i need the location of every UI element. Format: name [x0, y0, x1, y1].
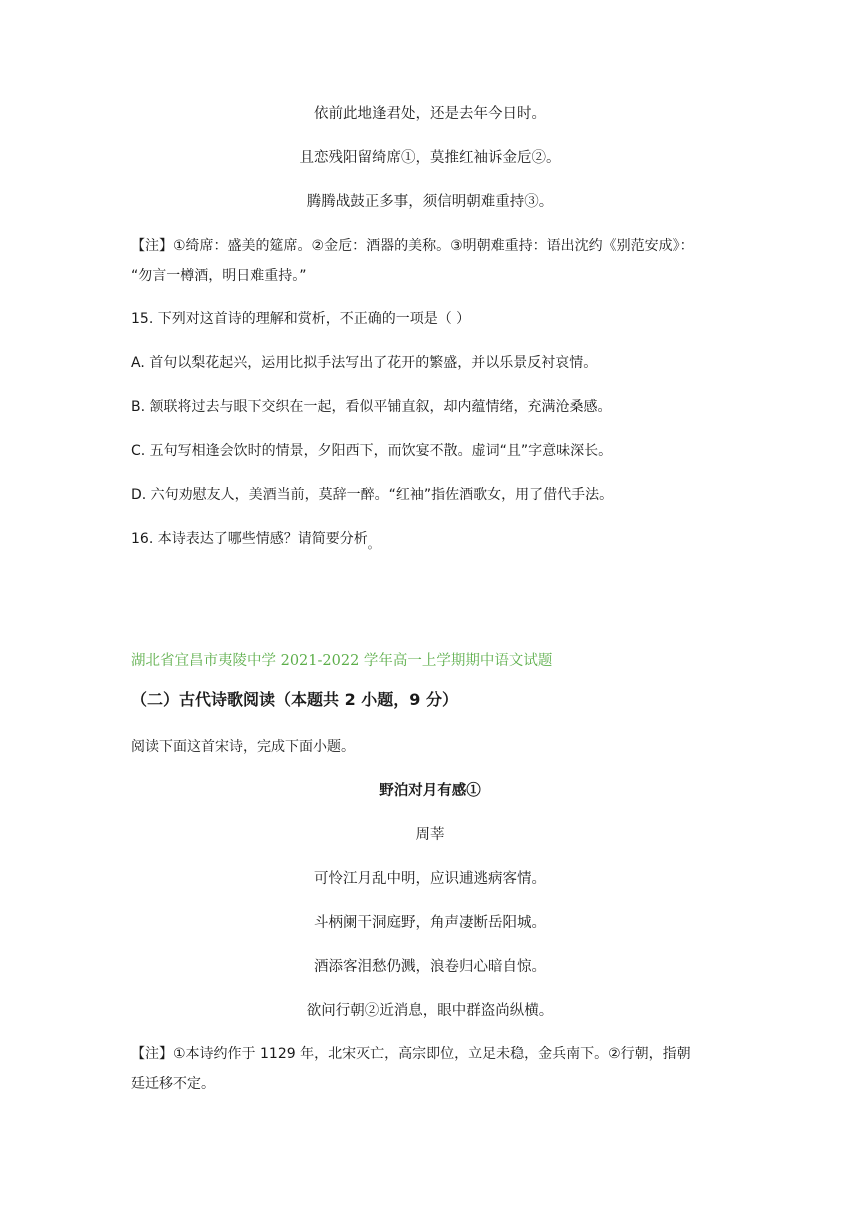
poem2-line-2: 斗柄阑干洞庭野，角声凄断岳阳城。 [314, 915, 546, 931]
poem2-title: 野泊对月有感① [379, 782, 481, 799]
question-16-stem [131, 529, 380, 549]
instruction-text: 阅读下面这首宋诗，完成下面小题。 [131, 739, 355, 755]
poem1-note-line-1: 【注】①绮席：盛美的筵席。②金卮：酒器的美称。③明朝难重持：语出沈约《别范安成》： [131, 238, 694, 254]
question-15-option-a: A. 首句以梨花起兴，运用比拟手法写出了花开的繁盛，并以乐景反衬哀情。 [131, 355, 598, 371]
question-16-trailing-mark: 。 [367, 537, 380, 551]
poem2-line-4: 欲问行朝②近消息，眼中群盗尚纵横。 [306, 1003, 554, 1019]
source-link[interactable]: 湖北省宜昌市夷陵中学 2021-2022 学年高一上学期期中语文试题 [131, 653, 553, 669]
question-15-stem: 15. 下列对这首诗的理解和赏析，不正确的一项是（ ） [131, 311, 471, 327]
poem2-note-line-2: 廷迁移不定。 [131, 1076, 215, 1092]
question-16-text: 16. 本诗表达了哪些情感？请简要分析 [131, 531, 368, 547]
poem1-line-3: 腾腾战鼓正多事，须信明朝难重持③。 [306, 194, 554, 210]
poem1-line-2: 且恋残阳留绮席①，莫推红袖诉金卮②。 [299, 150, 561, 166]
poem1-line-1: 依前此地逢君处，还是去年今日时。 [314, 106, 546, 122]
question-15-option-d: D. 六句劝慰友人，美酒当前，莫辞一醉。“红袖”指佐酒歌女，用了借代手法。 [131, 487, 614, 503]
section-heading: （二）古代诗歌阅读（本题共 2 小题，9 分） [131, 690, 458, 709]
question-15-option-c: C. 五句写相逢会饮时的情景，夕阳西下，而饮宴不散。虚词“且”字意味深长。 [131, 443, 613, 459]
poem2-author: 周莘 [415, 827, 445, 843]
question-15-option-b: B. 颔联将过去与眼下交织在一起，看似平铺直叙，却内蕴情绪，充满沧桑感。 [131, 399, 612, 415]
poem2-line-1: 可怜江月乱中明，应识逋逃病客情。 [314, 871, 546, 887]
poem2-note-line-1: 【注】①本诗约作于 1129 年，北宋灭亡，高宗即位，立足未稳，金兵南下。②行朝，指朝 [131, 1046, 691, 1062]
poem1-note-line-2: “勿言一樽酒，明日难重持。” [131, 268, 307, 284]
poem2-line-3: 酒添客泪愁仍溅，浪卷归心暗自惊。 [314, 959, 546, 975]
